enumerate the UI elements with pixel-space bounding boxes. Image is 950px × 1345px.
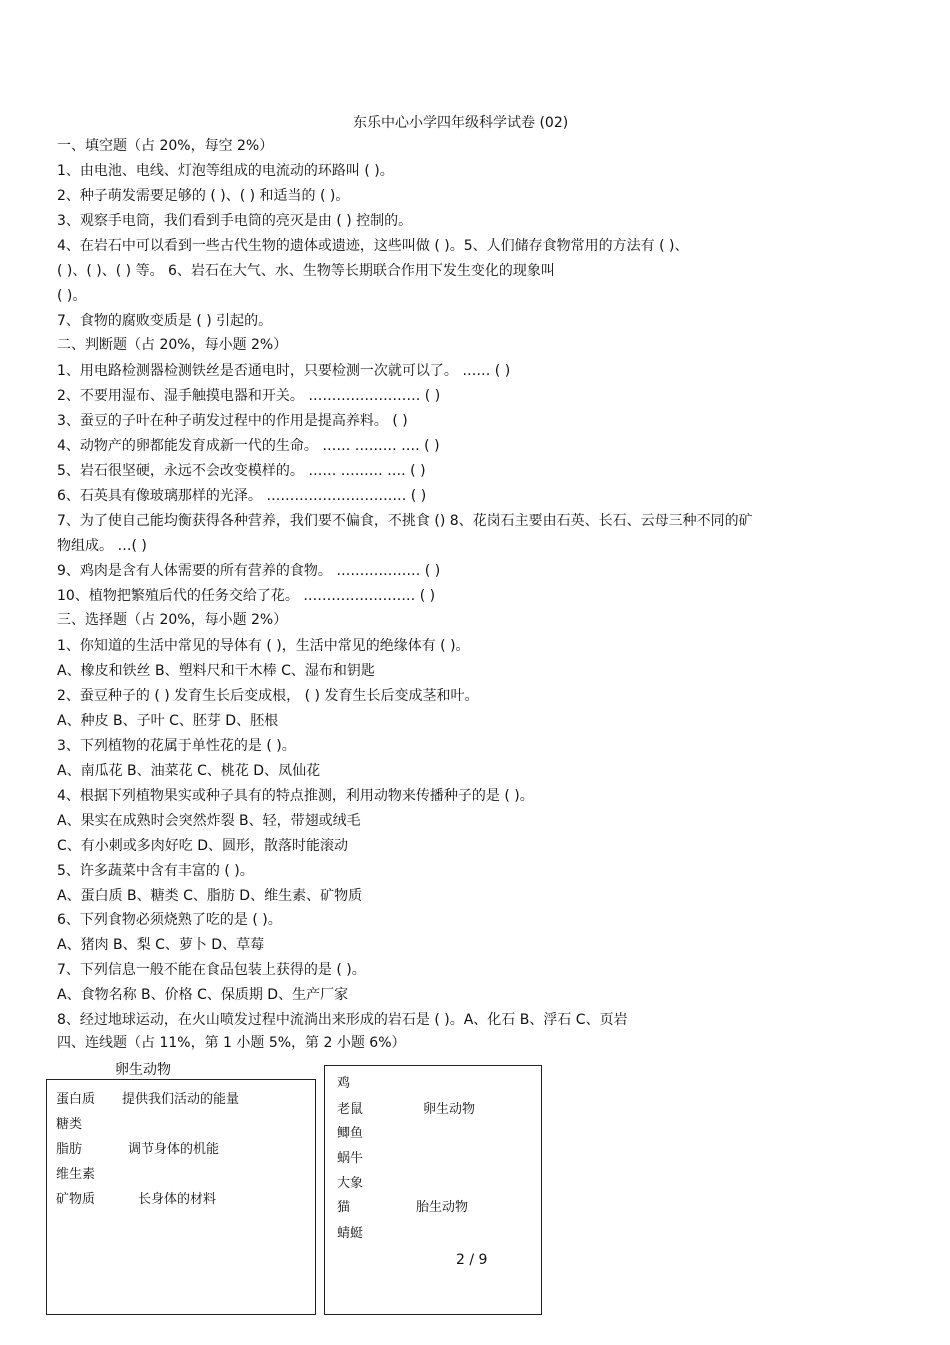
- options-line: A、果实在成熟时会突然炸裂 B、轻，带翅或绒毛: [57, 813, 361, 829]
- box-item: 猫: [337, 1200, 351, 1215]
- question-line: 3、下列植物的花属于单性花的是 ( )。: [57, 738, 296, 754]
- exam-title: 东乐中心小学四年级科学试卷 (02): [353, 115, 569, 131]
- box-item: 维生素: [56, 1167, 96, 1182]
- question-line: 8、经过地球运动，在火山喷发过程中流淌出来形成的岩石是 ( )。A、化石 B、浮石 C、页岩: [57, 1012, 628, 1028]
- box-item: 蜻蜓: [337, 1226, 364, 1241]
- section-choice-heading: 三、选择题（占 20%，每小题 2%）: [57, 612, 288, 628]
- left-box-caption: 卵生动物: [115, 1062, 171, 1078]
- box-item: 调节身体的机能: [128, 1142, 220, 1157]
- box-item: 蜗牛: [337, 1151, 364, 1166]
- question-line: 2、蚕豆种子的 ( ) 发育生长后变成根， ( ) 发育生长后变成茎和叶。: [57, 688, 479, 704]
- section-matching-heading: 四、连线题（占 11%，第 1 小题 5%，第 2 小题 6%）: [57, 1035, 406, 1051]
- section-true-false-heading: 二、判断题（占 20%，每小题 2%）: [57, 337, 288, 353]
- box-item: 胎生动物: [416, 1200, 469, 1215]
- question-line: 10、植物把繁殖后代的任务交给了花。 …………………… ( ): [57, 588, 436, 604]
- options-line: A、种皮 B、子叶 C、胚芽 D、胚根: [57, 713, 279, 729]
- question-line: 5、岩石很坚硬，永远不会改变模样的。 …… ……… .… ( ): [57, 463, 426, 479]
- question-line: 9、鸡肉是含有人体需要的所有营养的食物。 ……………… ( ): [57, 563, 441, 579]
- options-line: A、猪肉 B、梨 C、萝卜 D、草莓: [57, 937, 265, 953]
- box-item: 老鼠: [337, 1102, 364, 1117]
- question-line: 2、不要用湿布、湿手触摸电器和开关。 …………………… ( ): [57, 388, 441, 404]
- box-item: 矿物质: [56, 1192, 96, 1207]
- question-line: ( )、( )、( ) 等。 6、岩石在大气、水、生物等长期联合作用下发生变化的现象叫: [57, 263, 555, 279]
- options-line: A、食物名称 B、价格 C、保质期 D、生产厂家: [57, 987, 349, 1003]
- box-item: 卵生动物: [423, 1102, 476, 1117]
- box-item: 提供我们活动的能量: [122, 1092, 240, 1107]
- box-item: 大象: [337, 1176, 364, 1191]
- question-line: 1、用电路检测器检测铁丝是否通电时，只要检测一次就可以了。 …… ( ): [57, 363, 511, 379]
- box-item: 糖类: [56, 1117, 83, 1132]
- options-line: A、蛋白质 B、糖类 C、脂肪 D、维生素、矿物质: [57, 888, 363, 904]
- box-item: 鸡: [337, 1076, 351, 1091]
- box-item: 蛋白质: [56, 1092, 96, 1107]
- question-line: 4、动物产的卵都能发育成新一代的生命。 …… ……… .… ( ): [57, 438, 440, 454]
- question-line: 7、为了使自己能均衡获得各种营养，我们要不偏食，不挑食 () 8、花岗石主要由石英、长石、云母三种不同的矿: [57, 513, 753, 529]
- question-line: 2、种子萌发需要足够的 ( )、( ) 和适当的 ( )。: [57, 188, 350, 204]
- section-fill-blank-heading: 一、填空题（占 20%，每空 2%）: [57, 138, 274, 154]
- question-line: 物组成。 …( ): [57, 538, 147, 554]
- box-item: 鲫鱼: [337, 1126, 364, 1141]
- question-line: 6、下列食物必须烧熟了吃的是 ( )。: [57, 912, 282, 928]
- question-line: 3、观察手电筒，我们看到手电筒的亮灭是由 ( ) 控制的。: [57, 213, 413, 229]
- options-line: A、南瓜花 B、油菜花 C、桃花 D、凤仙花: [57, 763, 321, 779]
- question-line: 4、根据下列植物果实或种子具有的特点推测，利用动物来传播种子的是 ( )。: [57, 788, 534, 804]
- question-line: 4、在岩石中可以看到一些古代生物的遗体或遗迹，这些叫做 ( )。5、人们储存食物常用的方法有 ( )、: [57, 238, 689, 254]
- box-item: 脂肪: [56, 1142, 83, 1157]
- options-line: A、橡皮和铁丝 B、塑料尺和干木棒 C、湿布和钥匙: [57, 663, 375, 679]
- question-line: 7、食物的腐败变质是 ( ) 引起的。: [57, 313, 273, 329]
- question-line: 1、由电池、电线、灯泡等组成的电流动的环路叫 ( )。: [57, 163, 394, 179]
- question-line: ( )。: [57, 288, 87, 304]
- box-item: 长身体的材料: [138, 1192, 217, 1207]
- question-line: 6、石英具有像玻璃那样的光泽。 ………………………… ( ): [57, 488, 427, 504]
- question-line: 3、蚕豆的子叶在种子萌发过程中的作用是提高养料。 ( ): [57, 413, 408, 429]
- question-line: 5、许多蔬菜中含有丰富的 ( )。: [57, 863, 254, 879]
- options-line: C、有小刺或多肉好吃 D、圆形，散落时能滚动: [57, 838, 349, 854]
- question-line: 1、你知道的生活中常见的导体有 ( )，生活中常见的绝缘体有 ( )。: [57, 638, 470, 654]
- question-line: 7、下列信息一般不能在食品包装上获得的是 ( )。: [57, 962, 366, 978]
- page-number: 2 / 9: [456, 1252, 488, 1268]
